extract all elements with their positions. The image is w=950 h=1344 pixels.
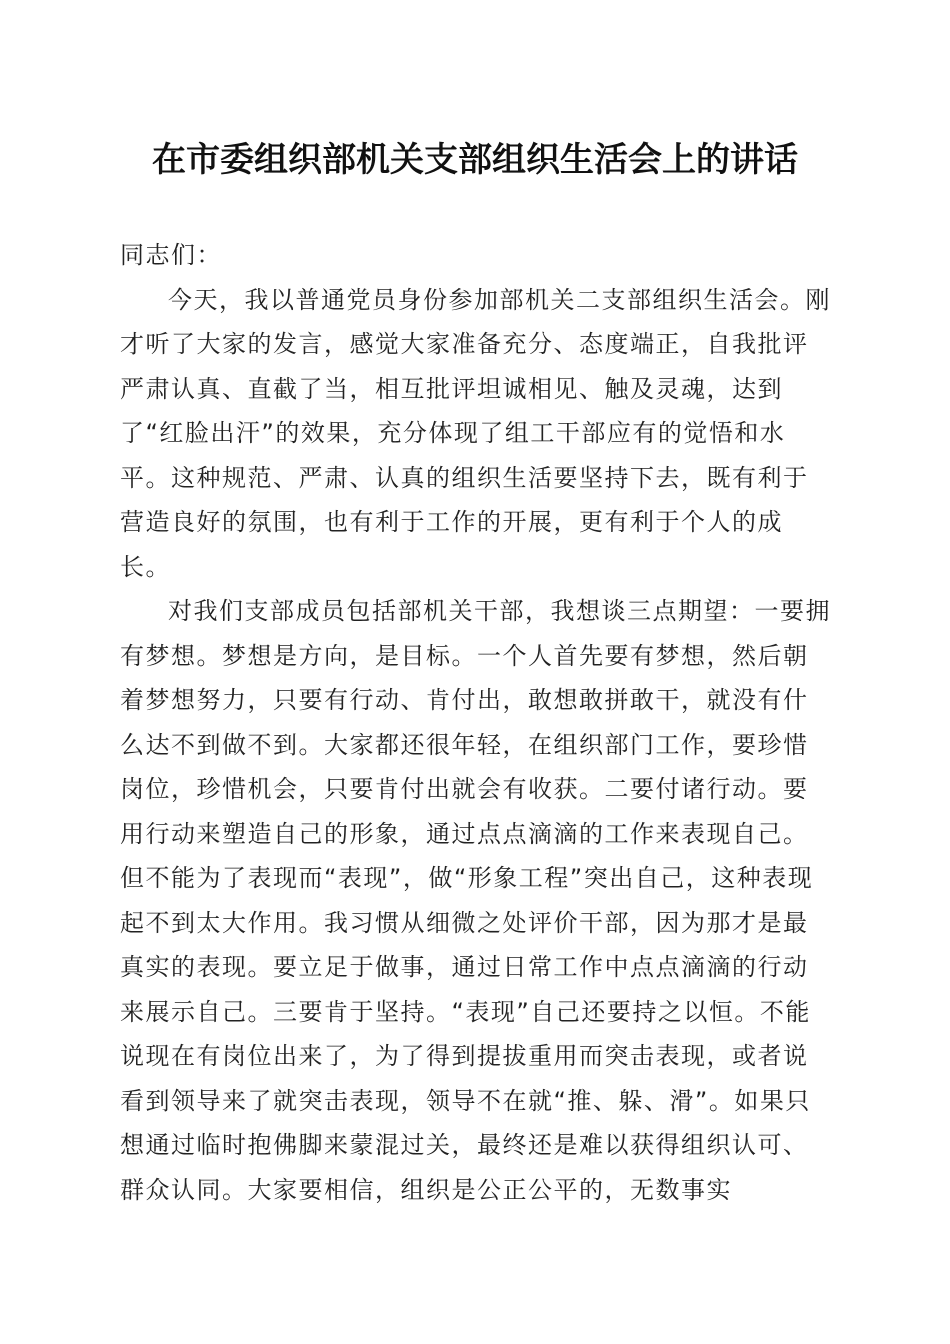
paragraph-2: 对我们支部成员包括部机关干部，我想谈三点期望：一要拥有梦想。梦想是方向，是目标。一个人首先要有梦想，然后朝着梦想努力，只要有行动、肯付出，敢想敢拼敢干，就没有什么达不到做不到。大家都还很年轻，在组织部门工作，要珍惜岗位，珍惜机会，只要肯付出就会有收获。二要付诸行动。要用行动来塑造自己的形象，通过点点滴滴的工作来表现自己。但不能为了表现而“表现”，做“形象工程”突出自己，这种表现起不到太大作用。我习惯从细微之处评价干部，因为那才是最真实的表现。要立足于做事，通过日常工作中点点滴滴的行动来展示自己。三要肯于坚持。“表现”自己还要持之以恒。不能说现在有岗位出来了，为了得到提拔重用而突击表现，或者说看到领导来了就突击表现，领导不在就“推、躲、滑”。如果只想通过临时抱佛脚来蒙混过关，最终还是难以获得组织认可、群众认同。大家要相信，组织是公正公平的，无数事实 <box>120 597 831 1204</box>
paragraph-1: 今天，我以普通党员身份参加部机关二支部组织生活会。刚才听了大家的发言，感觉大家准备充分、态度端正，自我批评严肃认真、直截了当，相互批评坦诚相见、触及灵魂，达到了“红脸出汗”的效果，充分体现了组工干部应有的觉悟和水平。这种规范、严肃、认真的组织生活要坚持下去，既有利于营造良好的氛围，也有利于工作的开展，更有利于个人的成长。 <box>120 285 831 581</box>
salutation: 同志们： <box>120 241 222 269</box>
document-title: 在市委组织部机关支部组织生活会上的讲话 <box>152 140 798 180</box>
document-body <box>120 233 832 1212</box>
